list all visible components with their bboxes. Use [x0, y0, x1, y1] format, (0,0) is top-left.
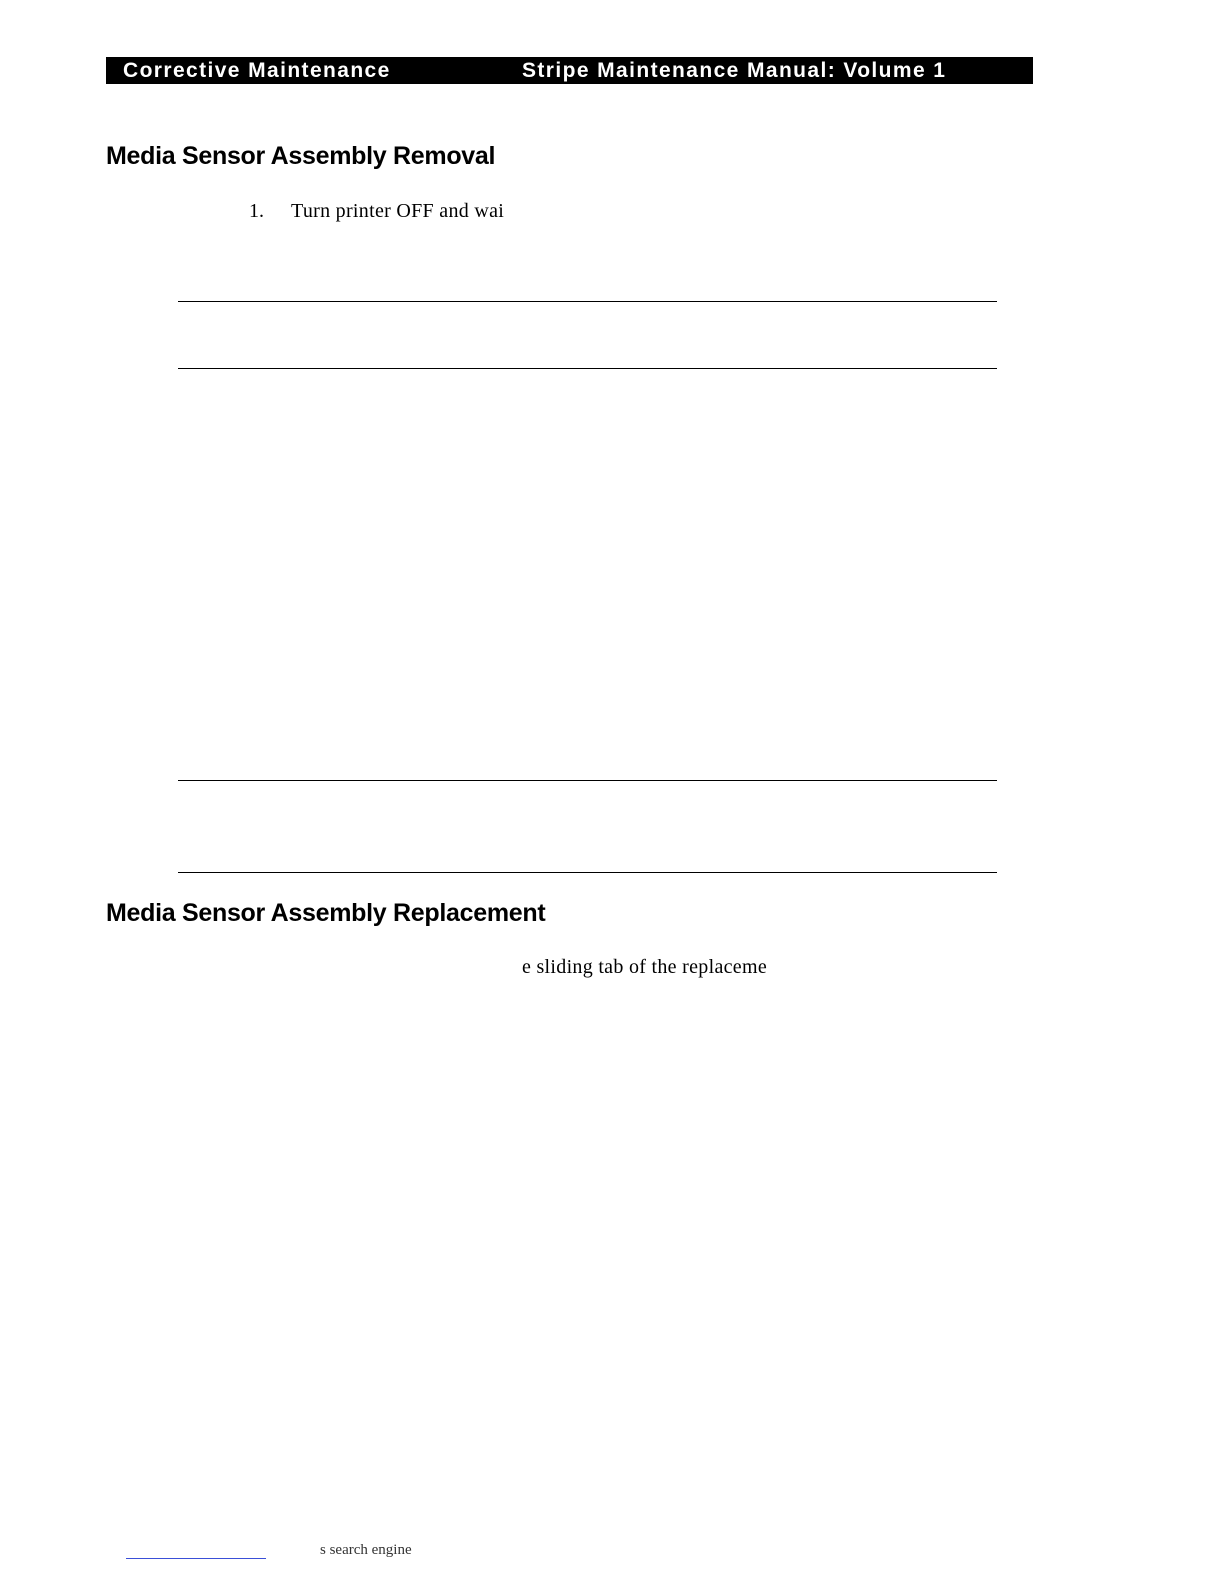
header-manual-title: Stripe Maintenance Manual: Volume 1	[522, 59, 947, 82]
footer-text: s search engine	[320, 1542, 412, 1558]
footer-link[interactable]	[126, 1558, 266, 1559]
page-header-bar	[106, 57, 1033, 84]
replacement-step-text: e sliding tab of the replaceme	[522, 956, 768, 978]
replacement-section-title: Media Sensor Assembly Replacement	[106, 899, 546, 927]
header-section-title: Corrective Maintenance	[123, 59, 391, 82]
divider-rule	[178, 780, 997, 781]
step-number: 1.	[249, 200, 264, 222]
divider-rule	[178, 368, 997, 369]
divider-rule	[178, 301, 997, 302]
step-text: Turn printer OFF and wai	[291, 200, 505, 222]
removal-section-title: Media Sensor Assembly Removal	[106, 142, 496, 170]
divider-rule	[178, 872, 997, 873]
